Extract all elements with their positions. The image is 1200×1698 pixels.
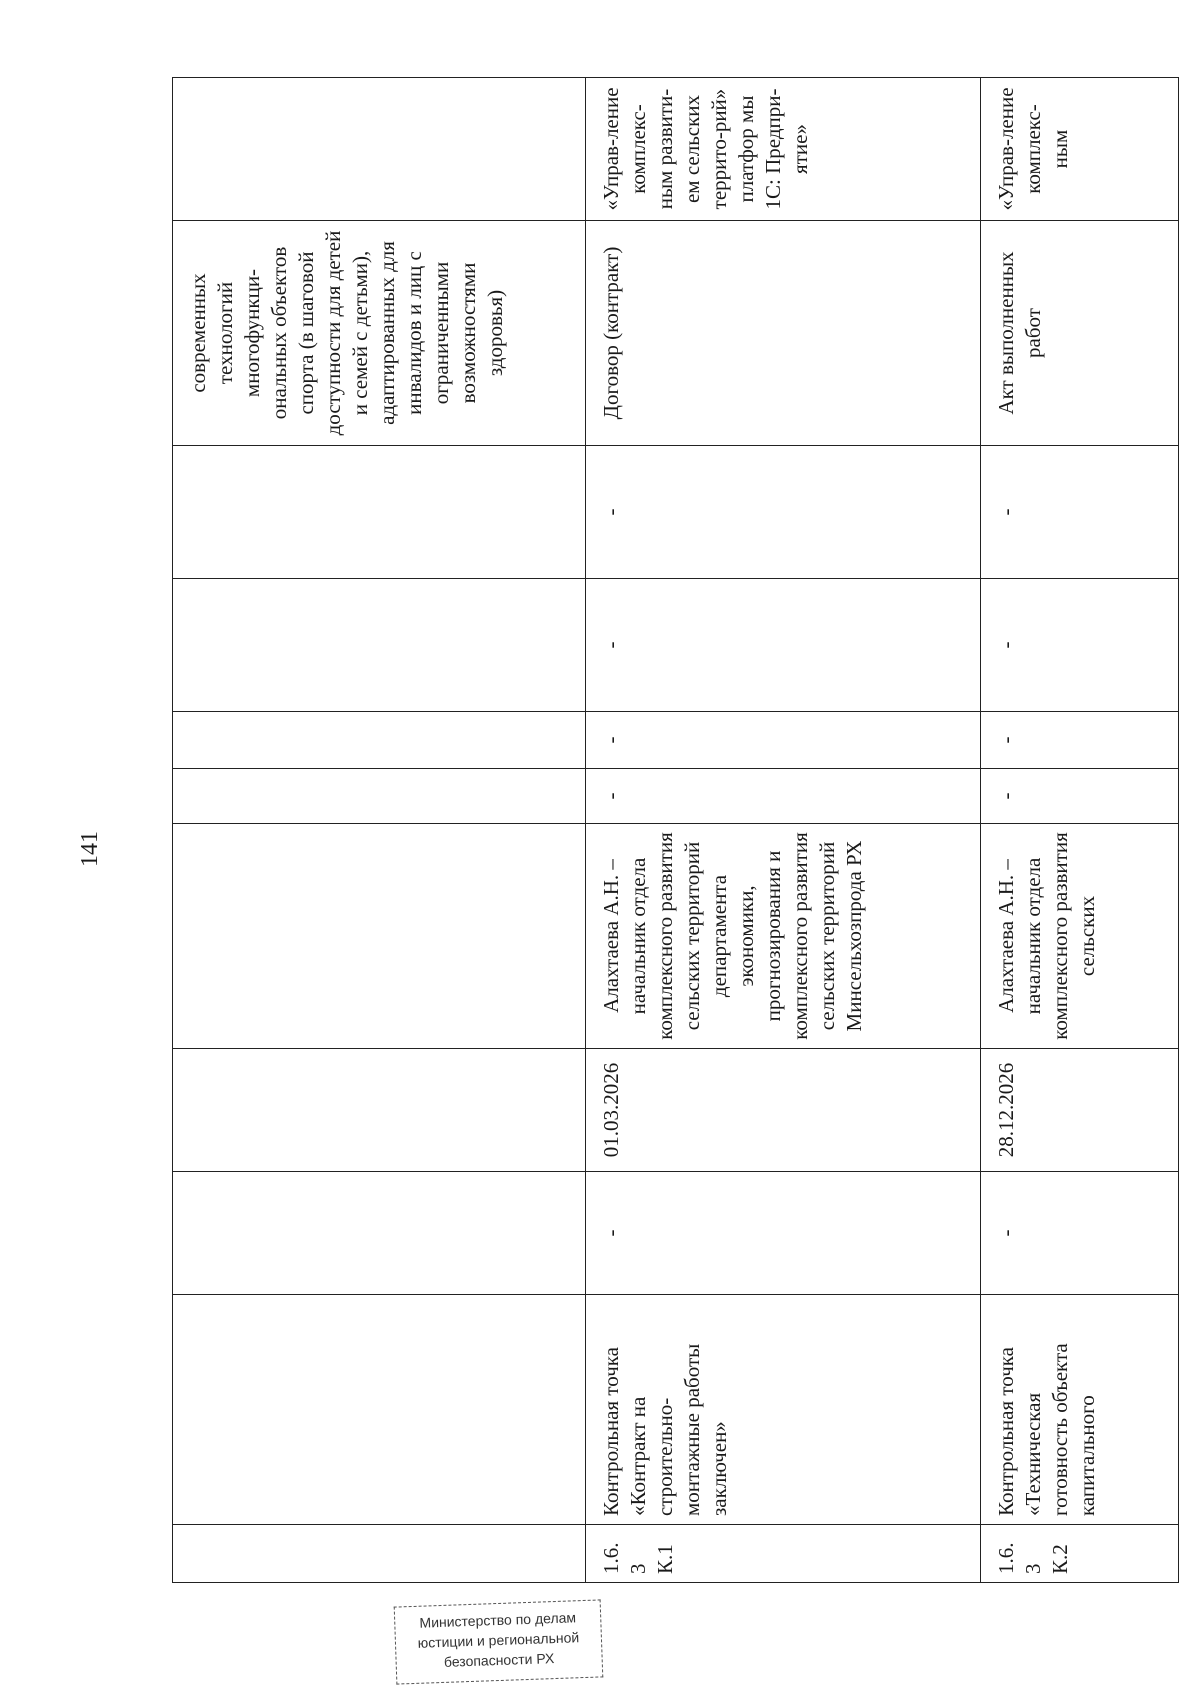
table-cell: - [586, 769, 981, 824]
table-cell: - [586, 446, 981, 579]
result-description-cell: современных технологий многофункци-ональных объектов спорта (в шаговой доступности для детей и семей с детьми), адаптированных для инвалидов и лиц с ограниченными возможностями здоровья) [173, 221, 586, 446]
table-cell [173, 1525, 586, 1583]
table-row [173, 78, 586, 1583]
responsible-cell: Алахтаева А.Н. – начальник отдела комплексного развития сельских [981, 824, 1179, 1049]
date-cell: 28.12.2026 [981, 1049, 1179, 1172]
item-number-cell: 1.6.3 К.2 [981, 1525, 1179, 1583]
table-cell [173, 824, 586, 1049]
table-cell [173, 712, 586, 769]
table-cell: - [981, 446, 1179, 579]
info-system-cell: «Управ-ление комплекс-ным [981, 78, 1179, 221]
table-cell: - [586, 1172, 981, 1295]
table-cell: - [981, 769, 1179, 824]
stamp-line: юстиции и региональной [417, 1629, 580, 1651]
control-point-cell: Контрольная точка «Контракт на строительно-монтажные работы заключен» [586, 1295, 981, 1525]
table-cell [173, 579, 586, 712]
table-cell: - [981, 579, 1179, 712]
table-cell: - [981, 712, 1179, 769]
table-cell [173, 1295, 586, 1525]
stamp-line: безопасности РХ [443, 1650, 555, 1670]
table-row [586, 78, 981, 1583]
control-point-cell: Контрольная точка «Техническая готовность объекта капитального [981, 1295, 1179, 1525]
item-number-cell: 1.6.3 К.1 [586, 1525, 981, 1583]
table-cell: - [981, 1172, 1179, 1295]
table-cell [173, 78, 586, 221]
table-cell: - [586, 712, 981, 769]
table-cell [173, 769, 586, 824]
document-type-cell: Акт выполненных работ [981, 221, 1179, 446]
page-number: 141 [77, 831, 103, 867]
plan-table [172, 77, 1179, 1583]
rotated-table-sheet [172, 78, 1178, 1583]
info-system-cell: «Управ-ление комплекс-ным развити-ем сельских террито-рий» платфор мы 1С: Предпри-ятие» [586, 78, 981, 221]
responsible-cell: Алахтаева А.Н. – начальник отдела комплексного развития сельских территорий департамента экономики, прогнозирования и комплексного развития сельских территорий Минсельхозпрода РХ [586, 824, 981, 1049]
ministry-stamp [394, 1599, 604, 1684]
stamp-line: Министерство по делам [419, 1609, 577, 1631]
table-cell [173, 1172, 586, 1295]
table-cell [173, 446, 586, 579]
table-cell [173, 1049, 586, 1172]
table-cell: - [586, 579, 981, 712]
date-cell: 01.03.2026 [586, 1049, 981, 1172]
document-type-cell: Договор (контракт) [586, 221, 981, 446]
table-row [981, 78, 1179, 1583]
